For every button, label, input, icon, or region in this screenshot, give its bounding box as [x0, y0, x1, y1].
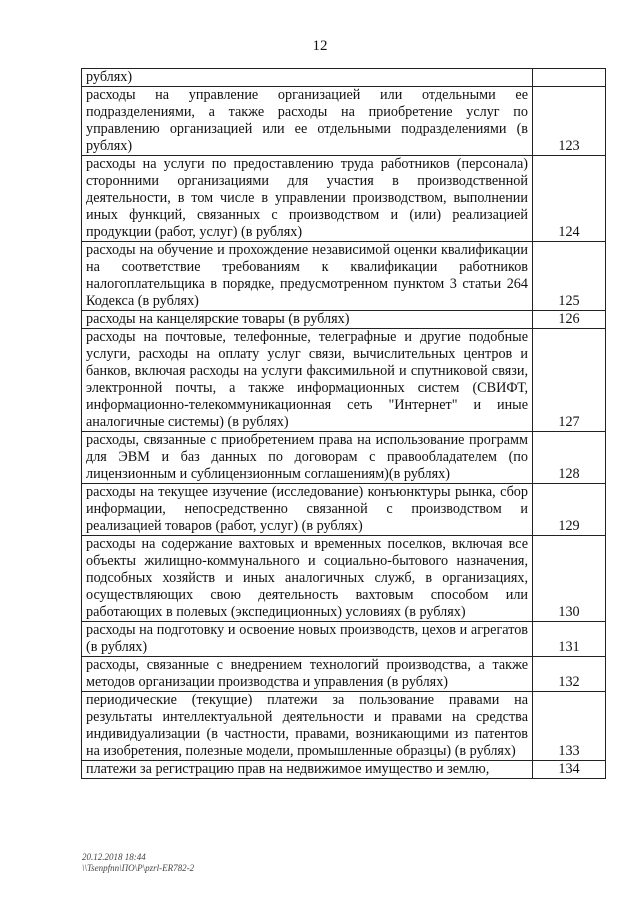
- table-row: [82, 87, 606, 156]
- row-description: платежи за регистрацию прав на недвижимое имущество и землю,: [82, 761, 533, 779]
- row-description: расходы на обучение и прохождение независимой оценки квалификации на соответствие требованиям к квалификации работников налогоплательщика в порядке, предусмотренном пунктом 3 статьи 264 Кодекса (в рублях): [82, 242, 533, 311]
- page-number: 12: [312, 38, 328, 54]
- document-footer: [82, 852, 194, 874]
- table-row: [82, 311, 606, 329]
- table-body: [82, 69, 606, 779]
- table-row: [82, 761, 606, 779]
- row-line-code: [533, 69, 606, 87]
- row-description: расходы на почтовые, телефонные, телеграфные и другие подобные услуги, расходы на оплату услуг связи, вычислительных центров и банков, включая расходы на услуги факсимильной и спутниковой связи, электронной почты, а также информационных систем (СВИФТ, информационно-телекоммуникационная сеть "Интернет" и иные аналогичные системы) (в рублях): [82, 329, 533, 432]
- row-description: расходы, связанные с внедрением технологий производства, а также методов организации производства и управления (в рублях): [82, 657, 533, 692]
- table-row: [82, 657, 606, 692]
- row-line-code: 133: [533, 692, 606, 761]
- table-row: [82, 432, 606, 484]
- row-description: периодические (текущие) платежи за пользование правами на результаты интеллектуальной деятельности и правами на средства индивидуализации (в частности, правами, возникающими из патентов на изобретения, полезные модели, промышленные образцы) (в рублях): [82, 692, 533, 761]
- row-line-code: 130: [533, 536, 606, 622]
- row-description: рублях): [82, 69, 533, 87]
- row-description: расходы на содержание вахтовых и временных поселков, включая все объекты жилищно-коммунального и социально-бытового назначения, подсобных хозяйств и иных аналогичных служб, в организациях, осуществляющих свою деятельность вахтовым способом или работающих в полевых (экспедиционных) условиях (в рублях): [82, 536, 533, 622]
- expense-lines-table: [81, 68, 606, 779]
- table-row: [82, 536, 606, 622]
- row-line-code: 126: [533, 311, 606, 329]
- table-row: [82, 329, 606, 432]
- row-line-code: 123: [533, 87, 606, 156]
- row-description: расходы на управление организацией или отдельными ее подразделениями, а также расходы на приобретение услуг по управлению организацией или ее отдельными подразделениями (в рублях): [82, 87, 533, 156]
- table-row: [82, 242, 606, 311]
- row-line-code: 132: [533, 657, 606, 692]
- row-line-code: 124: [533, 156, 606, 242]
- row-description: расходы на подготовку и освоение новых производств, цехов и агрегатов (в рублях): [82, 622, 533, 657]
- row-description: расходы на услуги по предоставлению труда работников (персонала) сторонними организациями для участия в производственной деятельности, в том числе в управлении производством, выполнении иных функций, связанных с производством и (или) реализацией продукции (работ, услуг) (в рублях): [82, 156, 533, 242]
- table-row: [82, 69, 606, 87]
- table-row: [82, 484, 606, 536]
- row-description: расходы на канцелярские товары (в рублях): [82, 311, 533, 329]
- table-row: [82, 156, 606, 242]
- table-row: [82, 622, 606, 657]
- table-row: [82, 692, 606, 761]
- row-description: расходы, связанные с приобретением права на использование программ для ЭВМ и баз данных по договорам с правообладателем (по лицензионным и сублицензионным соглашениям)(в рублях): [82, 432, 533, 484]
- footer-timestamp: 20.12.2018 18:44: [82, 852, 146, 862]
- row-description: расходы на текущее изучение (исследование) конъюнктуры рынка, сбор информации, непосредственно связанной с производством и реализацией товаров (работ, услуг) (в рублях): [82, 484, 533, 536]
- row-line-code: 125: [533, 242, 606, 311]
- row-line-code: 127: [533, 329, 606, 432]
- row-line-code: 128: [533, 432, 606, 484]
- row-line-code: 131: [533, 622, 606, 657]
- row-line-code: 134: [533, 761, 606, 779]
- row-line-code: 129: [533, 484, 606, 536]
- footer-file-path: \\Tsenpfnn\ПО\Р\pzrl-ER782-2: [82, 863, 195, 873]
